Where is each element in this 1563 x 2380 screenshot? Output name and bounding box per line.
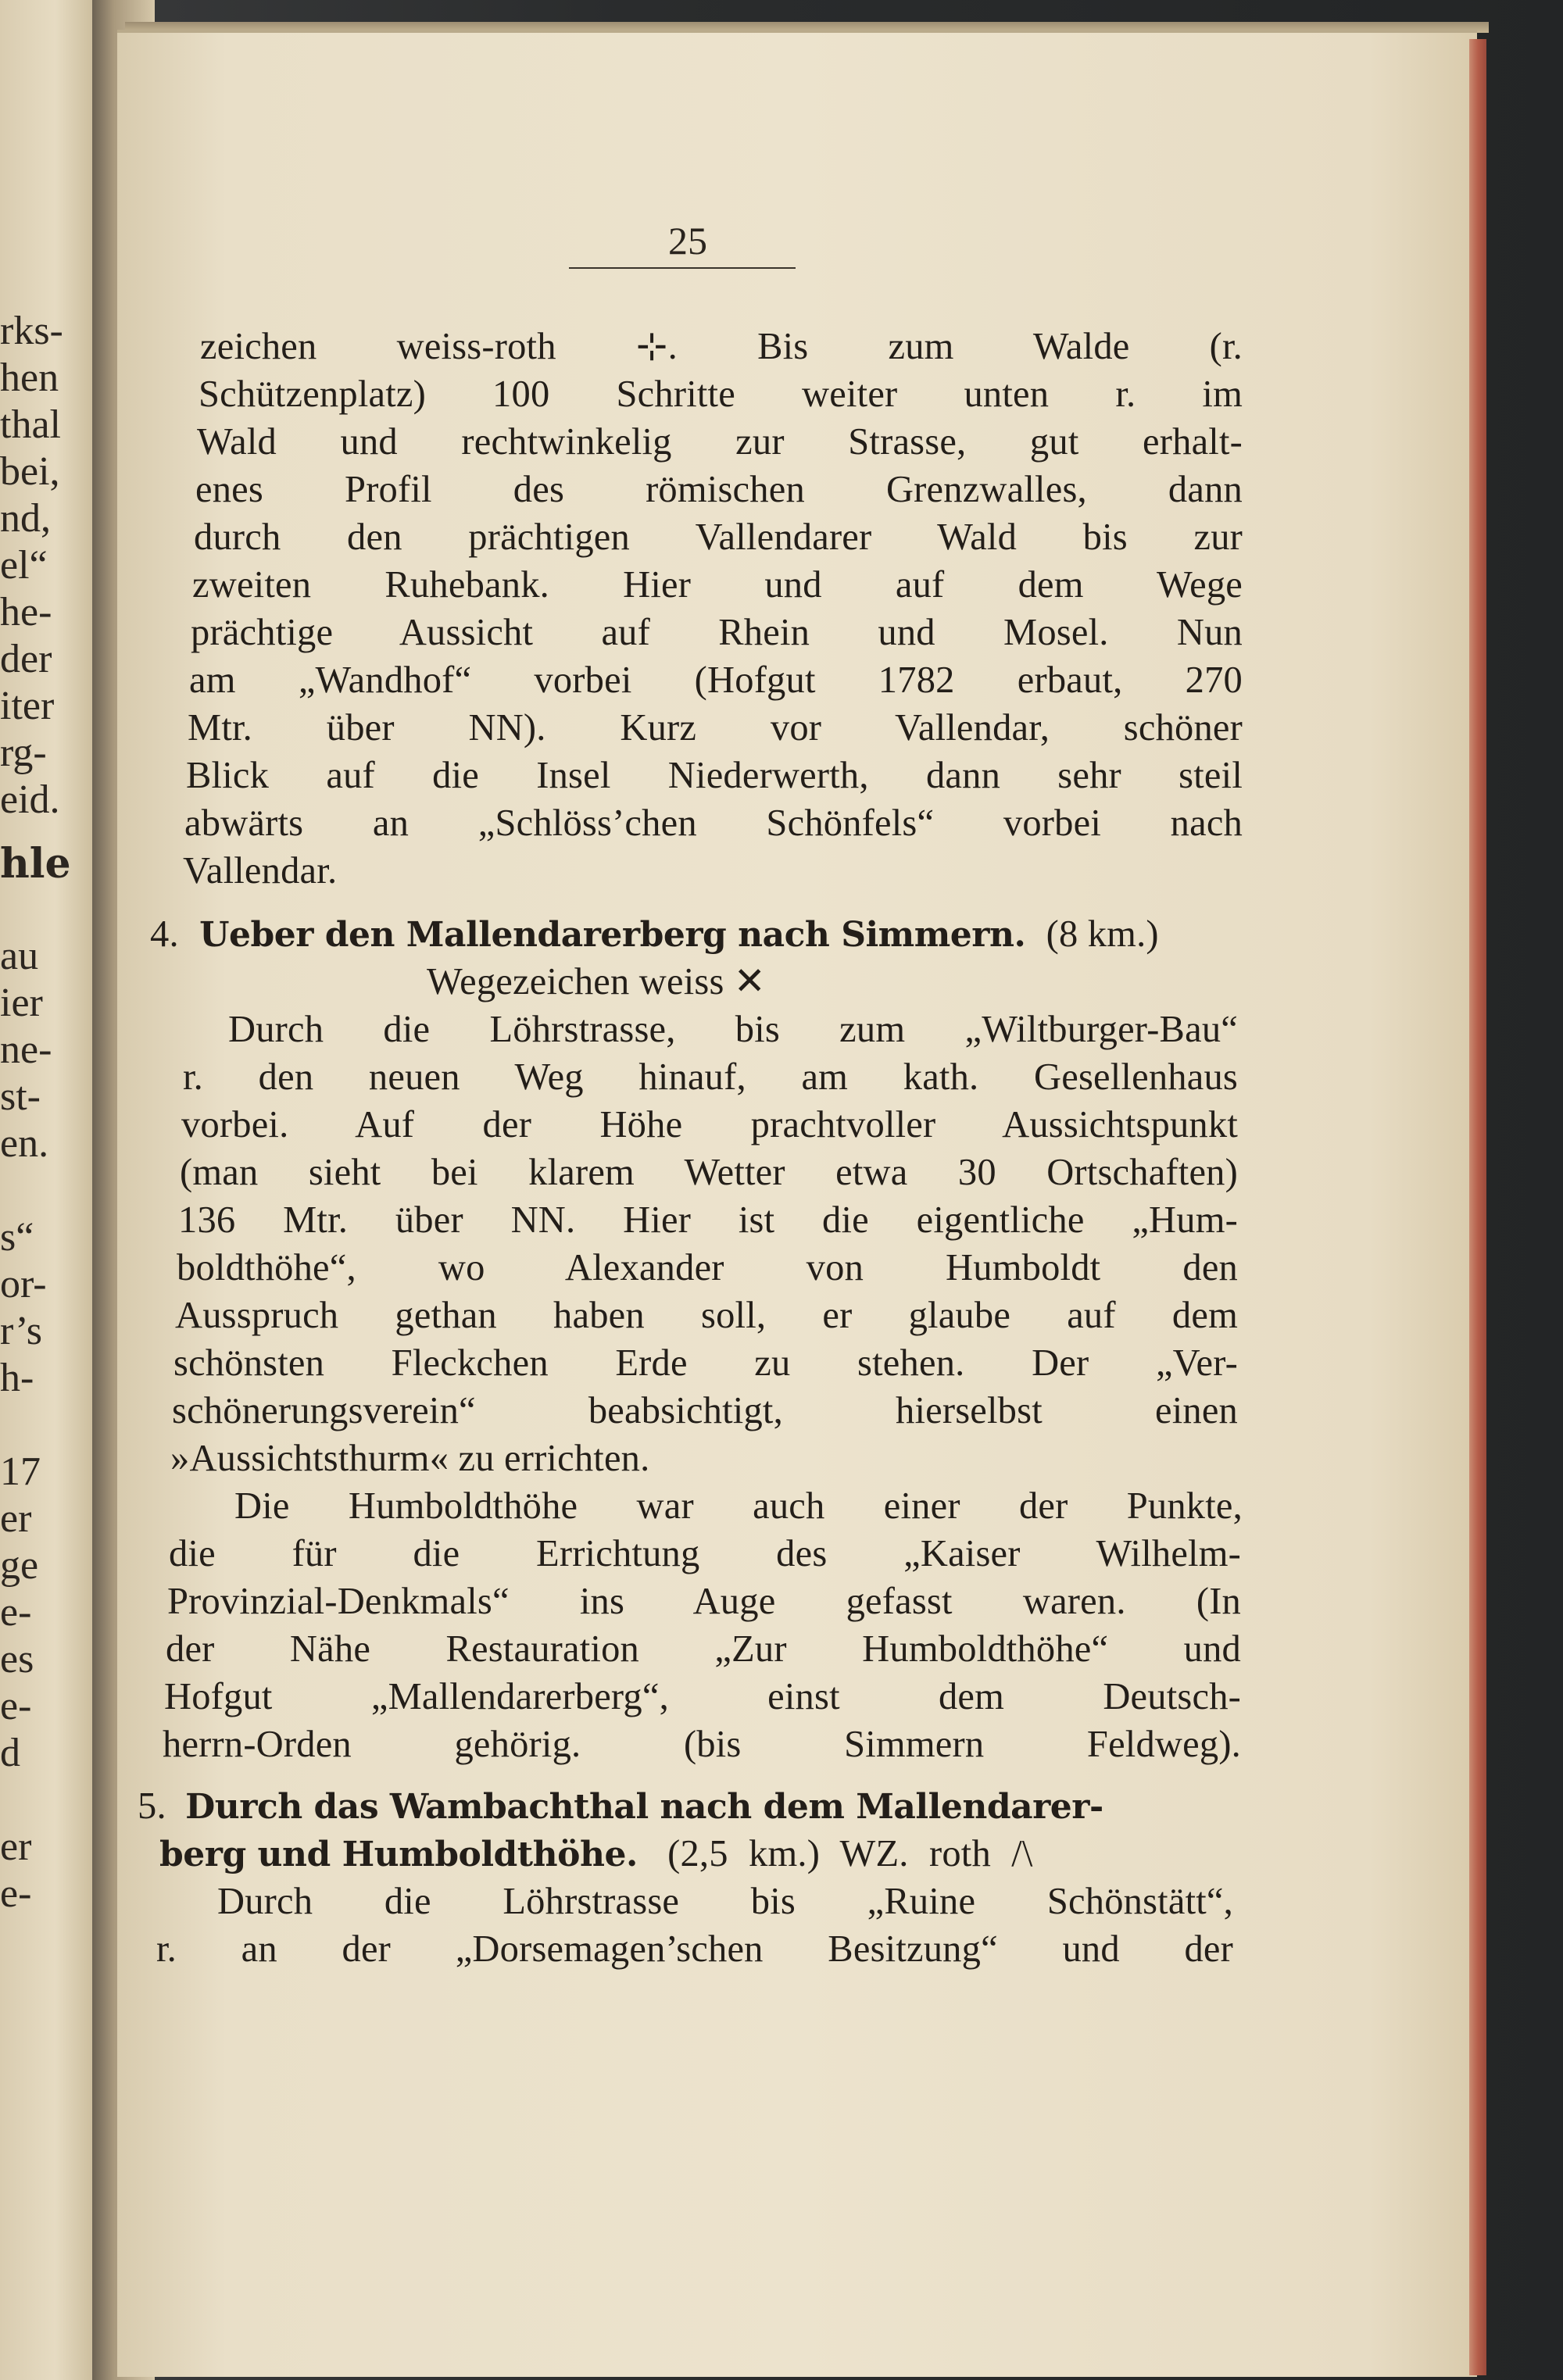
- left-fragment: d: [0, 1731, 20, 1775]
- text-line: schönerungsverein“ beabsichtigt, hierselbst einen: [172, 1390, 1238, 1431]
- section-number: 5.: [138, 1785, 166, 1827]
- left-fragment: st-: [0, 1074, 41, 1119]
- text-line: zeichen weiss-roth ⊹. Bis zum Walde (r.: [200, 326, 1243, 367]
- header-rule: [569, 267, 796, 269]
- text-line: 136 Mtr. über NN. Hier ist die eigentliche „Hum-: [178, 1199, 1238, 1241]
- left-facing-page: [0, 0, 95, 2380]
- left-fragment: der: [0, 637, 52, 681]
- left-fragment: r’s: [0, 1309, 42, 1353]
- text-line: Hofgut „Mallendarerberg“, einst dem Deutsch-: [164, 1676, 1241, 1717]
- text-line: Wald und rechtwinkelig zur Strasse, gut erhalt-: [197, 421, 1243, 463]
- left-fragment: e-: [0, 1871, 32, 1916]
- text-line: »Aussichtsthurm« zu errichten.: [170, 1438, 650, 1479]
- left-fragment: h-: [0, 1356, 34, 1400]
- left-fragment: hen: [0, 356, 59, 400]
- left-fragment: en.: [0, 1121, 49, 1166]
- text-line: der Nähe Restauration „Zur Humboldthöhe“ und: [166, 1628, 1241, 1670]
- text-line: vorbei. Auf der Höhe prachtvoller Aussichtspunkt: [181, 1104, 1238, 1145]
- text-line: r. an der „Dorsemagen’schen Besitzung“ und der: [156, 1928, 1233, 1970]
- left-fragment: e-: [0, 1684, 32, 1728]
- left-fragment: iter: [0, 684, 55, 728]
- left-fragment: e-: [0, 1590, 32, 1635]
- section-4-heading: [150, 911, 1244, 958]
- section-distance: (2,5 km.) WZ. roth /\: [667, 1833, 1033, 1874]
- left-fragment: thal: [0, 402, 61, 447]
- left-fragment: nd,: [0, 496, 51, 541]
- text-line: Blick auf die Insel Niederwerth, dann sehr steil: [186, 755, 1243, 796]
- text-line: Durch die Löhrstrasse, bis zum „Wiltburger-Bau“: [228, 1009, 1238, 1050]
- left-fragment: hle: [0, 840, 71, 888]
- text-line: Provinzial-Denkmals“ ins Auge gefasst waren. (In: [167, 1581, 1241, 1622]
- section-distance: (8 km.): [1046, 913, 1159, 955]
- text-line: Mtr. über NN). Kurz vor Vallendar, schöner: [188, 707, 1243, 749]
- section-5-heading: [138, 1783, 1247, 1830]
- text-line: schönsten Fleckchen Erde zu stehen. Der „Ver-: [173, 1342, 1238, 1384]
- text-line: prächtige Aussicht auf Rhein und Mosel. Nun: [191, 612, 1243, 653]
- section-title-cont: berg und Humboldthöhe.: [159, 1835, 638, 1874]
- text-line: Ausspruch gethan haben soll, er glaube auf dem: [175, 1295, 1238, 1336]
- left-fragment: eid.: [0, 777, 60, 822]
- text-line: Durch die Löhrstrasse bis „Ruine Schönstätt“,: [217, 1881, 1233, 1922]
- text-line: die für die Errichtung des „Kaiser Wilhelm-: [169, 1533, 1241, 1574]
- left-fragment: bei,: [0, 449, 60, 494]
- left-fragment: au: [0, 934, 39, 978]
- left-fragment: he-: [0, 590, 52, 634]
- left-fragment: el“: [0, 543, 48, 588]
- left-fragment: ne-: [0, 1027, 52, 1072]
- text-line: abwärts an „Schlöss’chen Schönfels“ vorbei nach: [184, 802, 1243, 844]
- red-page-edge: [1469, 39, 1486, 2375]
- left-fragment: er: [0, 1496, 32, 1541]
- left-fragment: rks-: [0, 309, 63, 353]
- left-fragment: 17: [0, 1449, 41, 1494]
- left-fragment: ier: [0, 981, 43, 1025]
- text-line: am „Wandhof“ vorbei (Hofgut 1782 erbaut, 270: [189, 659, 1243, 701]
- text-line: durch den prächtigen Vallendarer Wald bis zur: [194, 516, 1243, 558]
- section-5-heading-cont: [159, 1831, 1254, 1878]
- text-line: r. den neuen Weg hinauf, am kath. Gesellenhaus: [183, 1056, 1238, 1098]
- text-line: Vallendar.: [183, 850, 338, 892]
- left-fragment: s“: [0, 1215, 34, 1260]
- section-markers: Wegezeichen weiss ✕: [427, 961, 766, 1002]
- text-line: Schützenplatz) 100 Schritte weiter unten r. im: [199, 373, 1243, 415]
- left-fragment: ge: [0, 1543, 39, 1588]
- text-line: zweiten Ruhebank. Hier und auf dem Wege: [192, 564, 1243, 606]
- text-line: Die Humboldthöhe war auch einer der Punkte,: [234, 1485, 1243, 1527]
- left-fragment: rg-: [0, 731, 47, 775]
- text-line: enes Profil des römischen Grenzwalles, dann: [195, 469, 1243, 510]
- text-line: herrn-Orden gehörig. (bis Simmern Feldweg).: [163, 1724, 1241, 1765]
- left-fragment: er: [0, 1824, 32, 1869]
- section-title: Durch das Wambachthal nach dem Mallendarer-: [185, 1787, 1103, 1827]
- section-number: 4.: [150, 913, 179, 955]
- left-fragment: or-: [0, 1262, 47, 1306]
- text-line: boldthöhe“, wo Alexander von Humboldt den: [177, 1247, 1238, 1288]
- section-title: Ueber den Mallendarerberg nach Simmern.: [199, 915, 1026, 955]
- page-number: 25: [668, 219, 707, 263]
- left-fragment: es: [0, 1637, 34, 1681]
- text-line: (man sieht bei klarem Wetter etwa 30 Ortschaften): [180, 1152, 1238, 1193]
